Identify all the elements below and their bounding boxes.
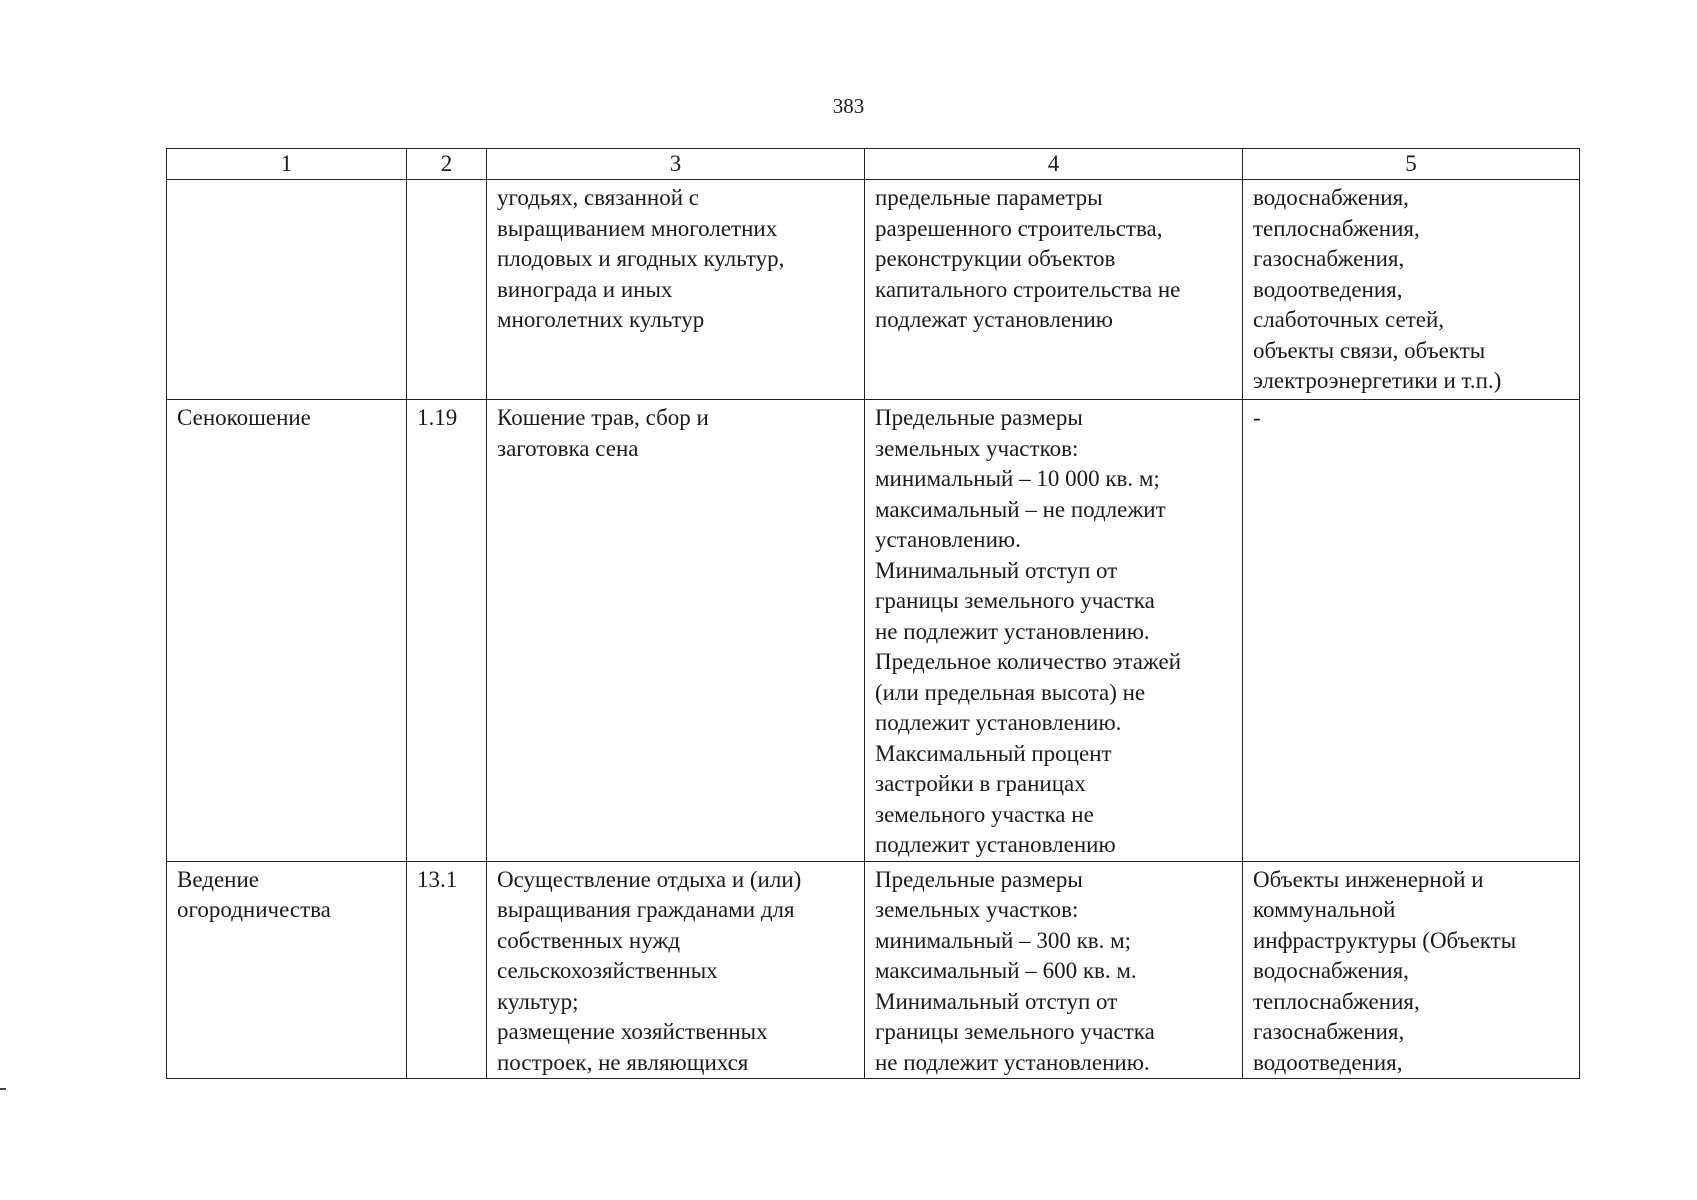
permitted-objects-cell: Объекты инженерной и коммунальной инфраструктуры (Объекты водоснабжения, теплоснабжения, газоснабжения, водоотведения, — [1243, 861, 1580, 1079]
use-type-name-cell — [167, 180, 407, 400]
permitted-objects-cell: - — [1243, 400, 1580, 862]
use-type-name-cell: Ведение огородничества — [167, 861, 407, 1079]
limit-parameters-cell: предельные параметры разрешенного строительства, реконструкции объектов капитального строительства не подлежат установлению — [865, 180, 1243, 400]
header-row — [167, 149, 1580, 180]
header-col-2: 2 — [407, 149, 487, 180]
header-col-5: 5 — [1243, 149, 1580, 180]
table-row — [167, 861, 1580, 1079]
use-type-code-cell: 1.19 — [407, 400, 487, 862]
use-description-cell: Кошение трав, сбор и заготовка сена — [487, 400, 865, 862]
permitted-objects-cell: водоснабжения, теплоснабжения, газоснабжения, водоотведения, слаботочных сетей, объекты связи, объекты электроэнергетики и т.п.) — [1243, 180, 1580, 400]
use-type-code-cell: 13.1 — [407, 861, 487, 1079]
land-use-table — [166, 148, 1580, 1079]
limit-parameters-cell: Предельные размеры земельных участков: минимальный – 300 кв. м; максимальный – 600 кв. м. Минимальный отступ от границы земельного участка не подлежит установлению. — [865, 861, 1243, 1079]
use-description-cell: угодьях, связанной с выращиванием многолетних плодовых и ягодных культур, винограда и иных многолетних культур — [487, 180, 865, 400]
header-col-1: 1 — [167, 149, 407, 180]
table-row — [167, 180, 1580, 400]
use-type-name-cell: Сенокошение — [167, 400, 407, 862]
page-number: 383 — [832, 94, 865, 118]
scan-edge-mark — [0, 1088, 6, 1090]
use-description-cell: Осуществление отдыха и (или) выращивания гражданами для собственных нужд сельскохозяйственных культур; размещение хозяйственных построек, не являющихся — [487, 861, 865, 1079]
table-row — [167, 400, 1580, 862]
use-type-code-cell — [407, 180, 487, 400]
limit-parameters-cell: Предельные размеры земельных участков: минимальный – 10 000 кв. м; максимальный – не подлежит установлению. Минимальный отступ от границы земельного участка не подлежит установлению. Предельное количество этажей (или предельная высота) не подлежит установлению. Максимальный процент застройки в границах земельного участка не подлежит установлению — [865, 400, 1243, 862]
header-col-3: 3 — [487, 149, 865, 180]
header-col-4: 4 — [865, 149, 1243, 180]
